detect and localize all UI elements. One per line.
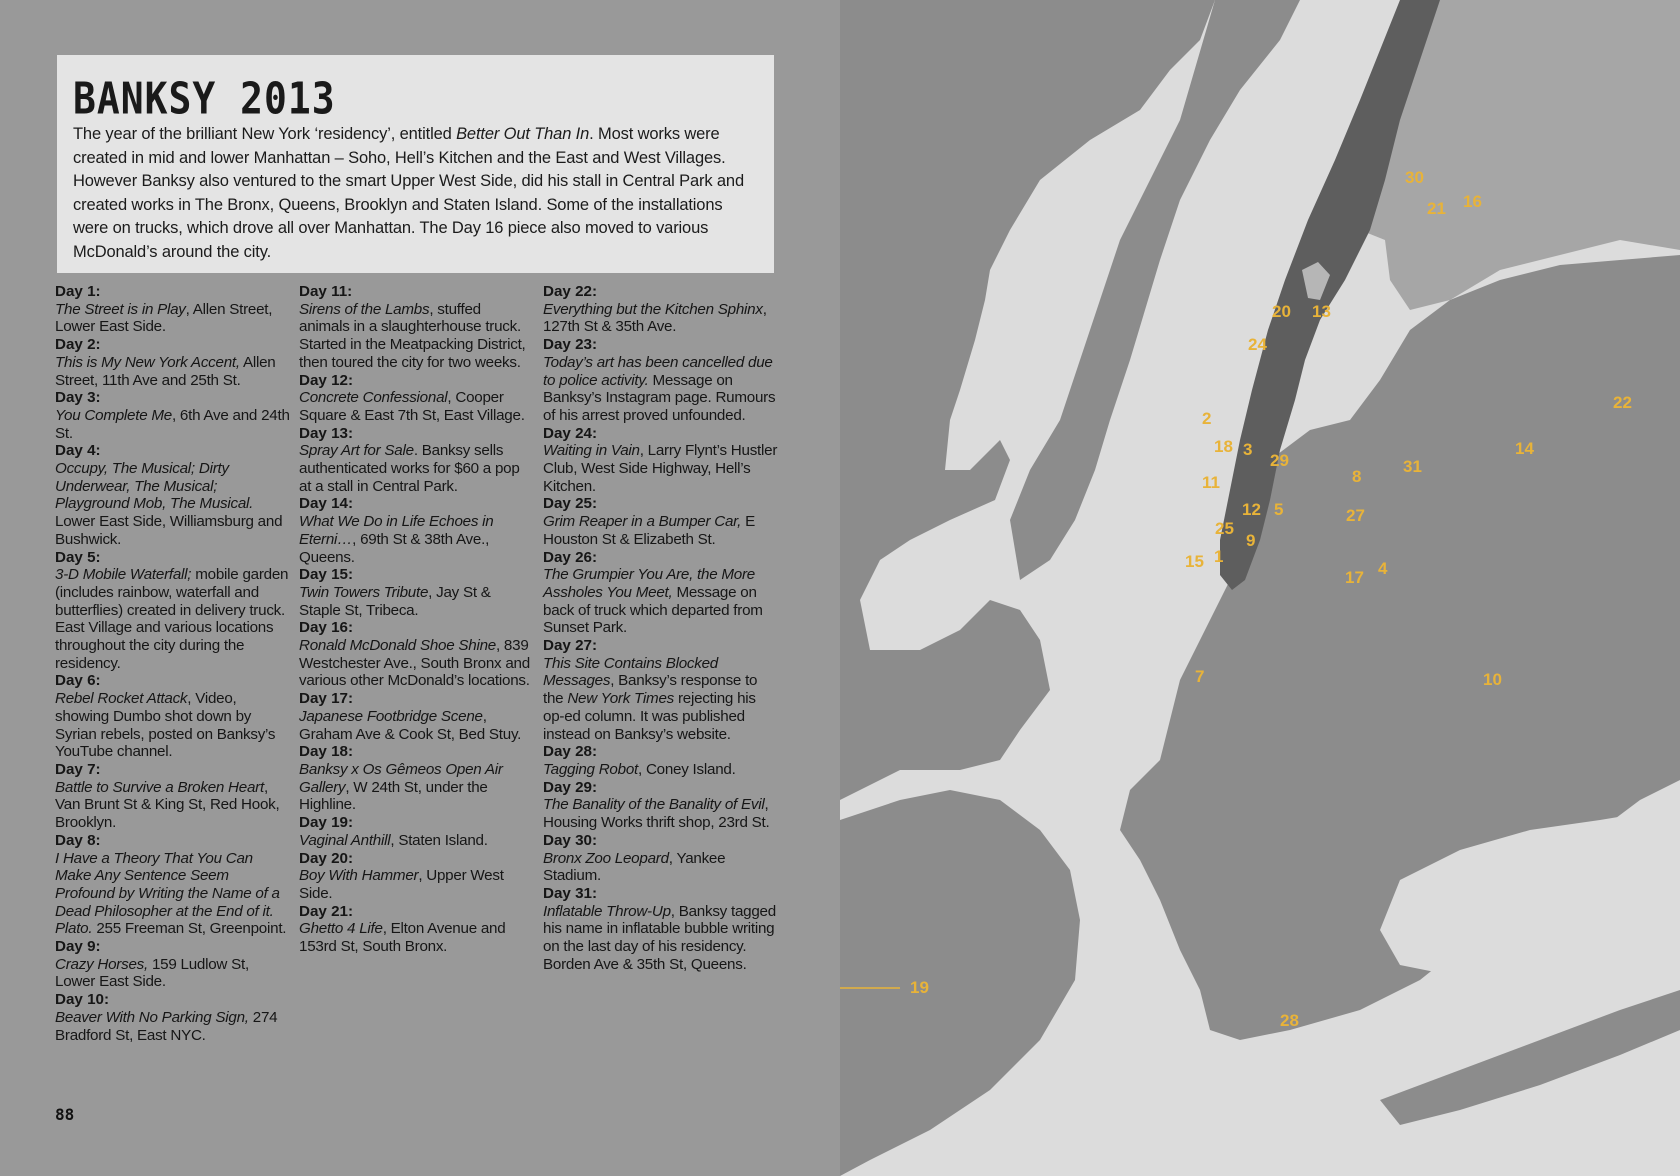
day-description: [543, 903, 779, 974]
intro-text: The year of the brilliant New York ‘residency’, entitled: [73, 125, 457, 143]
map-marker-18: 18: [1214, 437, 1233, 456]
entries-columns: [55, 283, 785, 1103]
artwork-title: I Have a Theory That You Can Make Any Sentence Seem Profound by Writing the Name of a Dead Philosopher at the End of it. Plato.: [55, 849, 280, 938]
day-description: [55, 779, 291, 832]
day-label: Day 8:: [55, 831, 101, 849]
map-marker-13: 13: [1312, 302, 1331, 321]
day-entry: [299, 619, 535, 690]
artwork-title: Boy With Hammer: [299, 867, 419, 885]
day-label: Day 16:: [299, 619, 354, 637]
day-description: [299, 389, 535, 424]
artwork-title: Ronald McDonald Shoe Shine: [299, 637, 496, 655]
day-entry: [543, 336, 779, 425]
day-entry: [543, 549, 779, 638]
day-description: [299, 761, 535, 814]
day-label: Day 19:: [299, 814, 354, 832]
artwork-title: Beaver With No Parking Sign,: [55, 1008, 249, 1026]
day-label: Day 4:: [55, 442, 101, 460]
day-entry: [299, 814, 535, 849]
map-marker-8: 8: [1352, 467, 1362, 486]
day-label: Day 2:: [55, 336, 101, 354]
day-entry: [55, 672, 291, 761]
artwork-location: , 839 Westchester Ave., South Bronx and various other McDonald’s locations.: [299, 637, 530, 690]
artwork-location: mobile garden (includes rainbow, waterfall and butterflies) created in delivery truck. East Village and various locations throughout the city during the residency.: [55, 566, 289, 672]
day-description: [55, 354, 291, 389]
artwork-location: , stuffed animals in a slaughterhouse truck. Started in the Meatpacking District, then toured the city for two weeks.: [299, 300, 526, 371]
day-label: Day 20:: [299, 849, 354, 867]
artwork-title: The Banality of the Banality of Evil: [543, 796, 765, 814]
day-description: [543, 442, 779, 495]
map-marker-9: 9: [1246, 531, 1256, 550]
day-entry: [543, 779, 779, 832]
artwork-location: , Banksy’s response to the: [543, 672, 758, 708]
day-description: [299, 920, 535, 955]
artwork-location: Lower East Side, Williamsburg and Bushwick.: [55, 513, 283, 548]
day-entry: [299, 903, 535, 956]
day-entry: [543, 283, 779, 336]
intro-title-italic: Better Out Than In: [456, 125, 590, 143]
map-marker-21: 21: [1427, 199, 1446, 218]
day-label: Day 23:: [543, 336, 598, 354]
day-label: Day 10:: [55, 991, 110, 1009]
map-marker-15: 15: [1185, 552, 1204, 571]
map-marker-3: 3: [1243, 440, 1253, 459]
artwork-location: , Upper West Side.: [299, 867, 504, 902]
artwork-location: 274 Bradford St, East NYC.: [55, 1008, 278, 1044]
artwork-title: Rebel Rocket Attack: [55, 690, 188, 708]
artwork-title: Spray Art for Sale: [299, 442, 414, 460]
day-entry: [299, 850, 535, 903]
map-marker-4: 4: [1378, 559, 1388, 578]
day-description: [55, 566, 291, 672]
day-description: [543, 850, 779, 885]
artwork-location: , Cooper Square & East 7th St, East Village.: [299, 389, 525, 424]
day-description: [55, 850, 291, 939]
artwork-location: , Banksy tagged his name in inflatable bubble writing on the last day of his residency. Borden Ave & 35th St, Queens.: [543, 902, 776, 973]
day-label: Day 14:: [299, 495, 354, 513]
artwork-title: The Street is in Play: [55, 300, 186, 318]
artwork-title: This Site Contains Blocked Messages: [543, 654, 718, 690]
artwork-location: , Graham Ave & Cook St, Bed Stuy.: [299, 707, 522, 743]
day-description: [543, 655, 779, 744]
entries-column-2: [299, 283, 535, 956]
map-marker-16: 16: [1463, 192, 1482, 211]
artwork-title: Tagging Robot: [543, 760, 638, 778]
day-label: Day 31:: [543, 884, 598, 902]
map-marker-17: 17: [1345, 568, 1364, 587]
day-label: Day 30:: [543, 831, 598, 849]
artwork-title: Twin Towers Tribute: [299, 583, 429, 601]
day-description: [543, 566, 779, 637]
map-marker-10: 10: [1483, 670, 1502, 689]
artwork-location: , 6th Ave and 24th St.: [55, 406, 290, 442]
artwork-location: 255 Freeman St, Greenpoint.: [92, 920, 287, 938]
map-marker-31: 31: [1403, 457, 1422, 476]
artwork-title: Concrete Confessional: [299, 389, 448, 407]
day-entry: [299, 743, 535, 814]
map-marker-11: 11: [1202, 473, 1220, 492]
day-entry: [299, 372, 535, 425]
artwork-title: Vaginal Anthill: [299, 831, 391, 849]
day-label: Day 24:: [543, 424, 598, 442]
map-marker-28: 28: [1280, 1011, 1299, 1030]
day-entry: [543, 495, 779, 548]
day-description: [299, 708, 535, 743]
day-label: Day 7:: [55, 760, 101, 778]
day-description: [299, 301, 535, 372]
day-description: [543, 796, 779, 831]
day-entry: [55, 938, 291, 991]
artwork-location: , Video, showing Dumbo shot down by Syrian rebels, posted on Banksy’s YouTube channel.: [55, 690, 276, 761]
right-page-map: [840, 0, 1680, 1176]
artwork-location: , Jay St & Staple St, Tribeca.: [299, 583, 491, 619]
artwork-title: Occupy, The Musical; Dirty Underwear, The Musical; Playground Mob, The Musical.: [55, 460, 254, 513]
artwork-location: , Van Brunt St & King St, Red Hook, Brooklyn.: [55, 778, 280, 832]
day-description: [299, 637, 535, 690]
artwork-location: rejecting his op-ed column. It was published instead on Banksy’s website.: [543, 690, 756, 743]
artwork-location: , Housing Works thrift shop, 23rd St.: [543, 796, 770, 832]
day-entry: [55, 442, 291, 548]
artwork-location: , Allen Street, Lower East Side.: [55, 300, 273, 336]
artwork-location: Message on back of truck which departed from Sunset Park.: [543, 583, 763, 637]
artwork-location: . Banksy sells authenticated works for $60 a pop at a stall in Central Park.: [299, 442, 520, 495]
artwork-location: , Elton Avenue and 153rd St, South Bronx.: [299, 920, 506, 956]
day-entry: [299, 495, 535, 566]
day-label: Day 1:: [55, 283, 101, 300]
artwork-location: Allen Street, 11th Ave and 25th St.: [55, 353, 276, 389]
day-description: [55, 690, 291, 761]
day-entry: [543, 637, 779, 743]
artwork-title: The Grumpier You Are, the More Assholes You Meet,: [543, 566, 755, 601]
artwork-title: Banksy x Os Gêmeos Open Air Gallery: [299, 760, 503, 796]
nyc-map: [840, 0, 1680, 1176]
day-label: Day 27:: [543, 637, 598, 655]
day-entry: [55, 991, 291, 1044]
intro-box: [57, 55, 774, 273]
day-entry: [543, 885, 779, 974]
day-entry: [55, 761, 291, 832]
artwork-title: Crazy Horses,: [55, 955, 148, 973]
day-description: [299, 867, 535, 902]
day-entry: [55, 549, 291, 673]
day-description: [543, 513, 779, 548]
artwork-location: , 69th St & 38th Ave., Queens.: [299, 530, 490, 566]
day-entry: [299, 425, 535, 496]
map-marker-12: 12: [1242, 500, 1261, 519]
artwork-title: Inflatable Throw-Up: [543, 902, 671, 920]
day-label: Day 17:: [299, 690, 354, 708]
day-entry: [55, 832, 291, 938]
map-marker-29: 29: [1270, 451, 1289, 470]
day-label: Day 21:: [299, 902, 354, 920]
artwork-title: 3-D Mobile Waterfall;: [55, 566, 192, 584]
artwork-title: Everything but the Kitchen Sphinx: [543, 300, 763, 318]
intro-text: . Most works were created in mid and lower Manhattan – Soho, Hell’s Kitchen and the East and West Villages. However Banksy also ventured to the smart Upper West Side, did his stall in Central Park and created works in The Bronx, Queens, Brooklyn and Staten Island. Some of the installations were on trucks, which drove all over Manhattan. The Day 16 piece also moved to various McDonald’s around the city.: [73, 125, 744, 261]
map-marker-2: 2: [1202, 409, 1212, 428]
map-marker-24: 24: [1248, 335, 1267, 354]
artwork-location: Message on Banksy’s Instagram page. Rumours of his arrest proved unfounded.: [543, 371, 776, 424]
day-label: Day 29:: [543, 778, 598, 796]
map-marker-1: 1: [1214, 547, 1224, 566]
day-description: [55, 407, 291, 442]
artwork-location: 159 Ludlow St, Lower East Side.: [55, 955, 249, 991]
day-description: [55, 301, 291, 336]
page-number: 88: [55, 1105, 75, 1124]
artwork-title: Ghetto 4 Life: [299, 920, 383, 938]
day-label: Day 28:: [543, 743, 598, 761]
artwork-location: E Houston St & Elizabeth St.: [543, 513, 755, 548]
artwork-title: Bronx Zoo Leopard: [543, 849, 669, 867]
day-entry: [299, 283, 535, 372]
day-entry: [55, 283, 291, 336]
artwork-title: Sirens of the Lambs: [299, 300, 430, 318]
map-marker-27: 27: [1346, 506, 1365, 525]
day-description: [299, 832, 535, 850]
day-label: Day 9:: [55, 938, 101, 956]
artwork-location: , Staten Island.: [390, 831, 488, 849]
day-label: Day 18:: [299, 743, 354, 761]
day-label: Day 5:: [55, 548, 101, 566]
artwork-title: Battle to Survive a Broken Heart: [55, 778, 264, 796]
artwork-title: Waiting in Vain: [543, 442, 640, 460]
artwork-title: Japanese Footbridge Scene: [299, 707, 483, 725]
day-entry: [543, 743, 779, 778]
day-label: Day 22:: [543, 283, 598, 300]
day-description: [55, 956, 291, 991]
map-marker-14: 14: [1515, 439, 1534, 458]
day-label: Day 13:: [299, 424, 354, 442]
day-label: Day 26:: [543, 548, 598, 566]
day-label: Day 15:: [299, 566, 354, 584]
map-marker-19: 19: [910, 978, 929, 997]
intro-paragraph: [73, 123, 758, 265]
day-description: [543, 354, 779, 425]
day-label: Day 3:: [55, 389, 101, 407]
map-marker-20: 20: [1272, 302, 1291, 321]
day-label: Day 25:: [543, 495, 598, 513]
day-entry: [299, 566, 535, 619]
artwork-title: New York Times: [567, 690, 674, 708]
artwork-location: , W 24th St, under the Highline.: [299, 778, 488, 814]
map-marker-7: 7: [1195, 667, 1205, 686]
day-entry: [299, 690, 535, 743]
map-marker-30: 30: [1405, 168, 1424, 187]
day-description: [543, 301, 779, 336]
artwork-location: , Larry Flynt’s Hustler Club, West Side Highway, Hell’s Kitchen.: [543, 442, 778, 495]
artwork-title: What We Do in Life Echoes in Eterni…: [299, 513, 494, 548]
artwork-location: , Yankee Stadium.: [543, 849, 726, 885]
entries-column-3: [543, 283, 779, 973]
page-title: BANKSY 2013: [73, 73, 336, 124]
day-entry: [543, 425, 779, 496]
map-marker-5: 5: [1274, 500, 1284, 519]
day-entry: [55, 336, 291, 389]
artwork-title: Grim Reaper in a Bumper Car,: [543, 513, 742, 531]
day-description: [55, 460, 291, 549]
day-label: Day 6:: [55, 672, 101, 690]
day-description: [543, 761, 779, 779]
entries-column-1: [55, 283, 291, 1044]
day-description: [299, 442, 535, 495]
day-entry: [55, 389, 291, 442]
artwork-title: This is My New York Accent,: [55, 353, 240, 371]
day-label: Day 12:: [299, 371, 354, 389]
artwork-title: Today’s art has been cancelled due to police activity.: [543, 353, 773, 389]
day-description: [299, 584, 535, 619]
map-marker-22: 22: [1613, 393, 1632, 412]
day-description: [299, 513, 535, 566]
artwork-title: You Complete Me: [55, 406, 172, 424]
day-entry: [543, 832, 779, 885]
day-label: Day 11:: [299, 283, 353, 300]
map-marker-25: 25: [1215, 519, 1234, 538]
day-description: [55, 1009, 291, 1044]
artwork-location: , Coney Island.: [638, 760, 736, 778]
artwork-location: , 127th St & 35th Ave.: [543, 300, 767, 336]
